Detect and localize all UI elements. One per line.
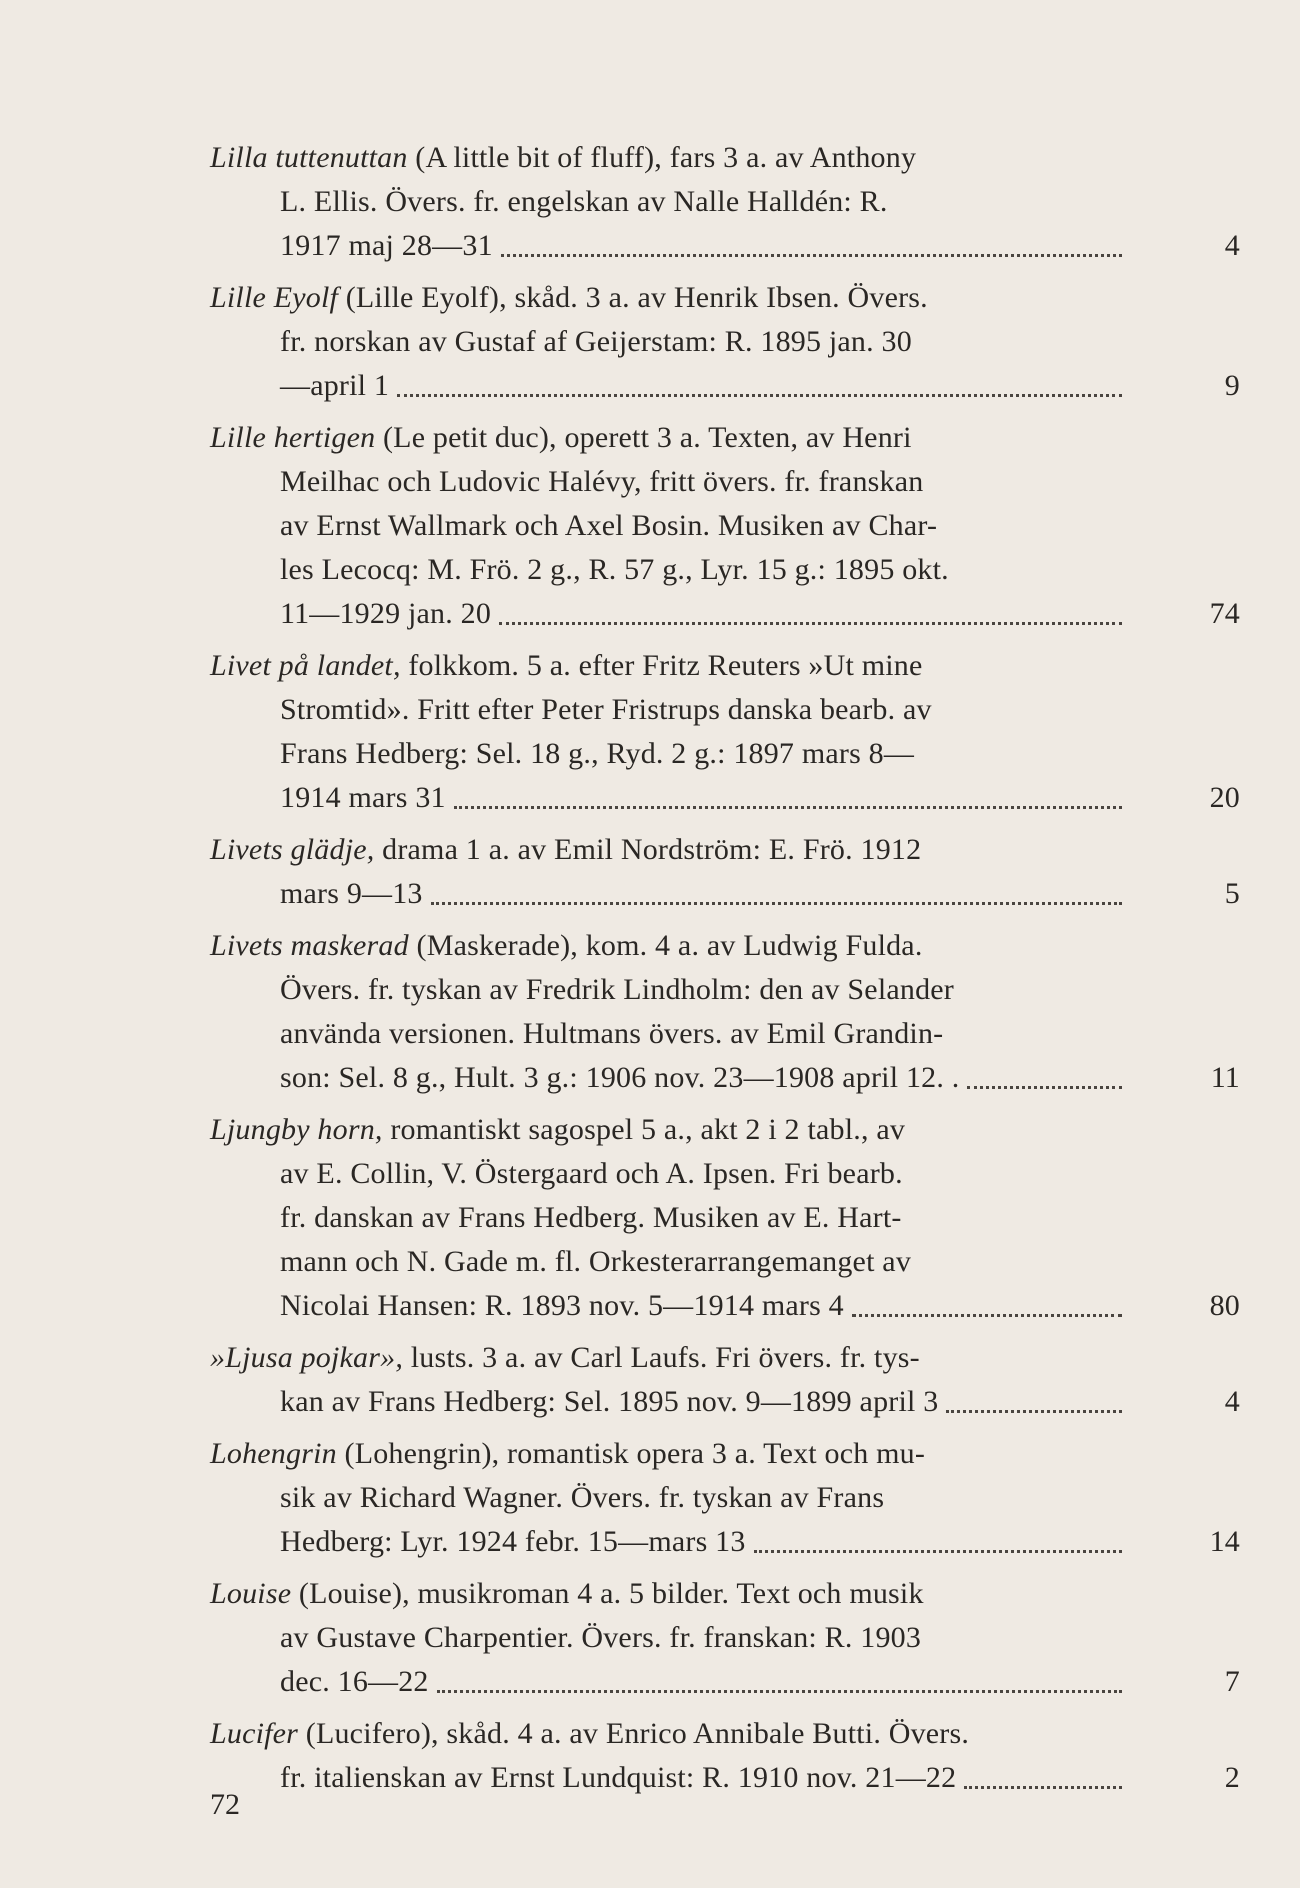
performance-count: 11 (1210, 1061, 1240, 1094)
entry-title: Livets maskerad (210, 929, 409, 962)
entry-last-line (210, 1056, 1240, 1100)
entry-continuation-line: använda versionen. Hultmans övers. av Emil Grandin- (280, 1017, 944, 1050)
entry-dates: Nicolai Hansen: R. 1893 nov. 5—1914 mars 4 (280, 1289, 844, 1322)
entry-continuation-line: fr. norskan av Gustaf af Geijerstam: R. 1895 jan. 30 (280, 325, 912, 358)
entry-description: (Maskerade), kom. 4 a. av Ludwig Fulda. (408, 929, 923, 962)
entry-title: Lilla tuttenuttan (210, 141, 408, 174)
entry-title: Livets glädje, (210, 833, 375, 866)
entry-first-line (210, 644, 1130, 688)
performance-count: 4 (1224, 229, 1240, 262)
entry-first-line (210, 1336, 1130, 1380)
entry-first-line (210, 1712, 1130, 1756)
entry-title: Lille hertigen (210, 421, 376, 454)
leader-dots (454, 805, 1122, 809)
index-entry (210, 1572, 1240, 1704)
entry-last-line (210, 224, 1240, 268)
entry-description: (Lucifero), skåd. 4 a. av Enrico Annibale Butti. Övers. (298, 1717, 970, 1750)
entry-description: (Louise), musikroman 4 a. 5 bilder. Text och musik (291, 1577, 924, 1610)
entry-continuation-line: Övers. fr. tyskan av Fredrik Lindholm: den av Selander (280, 973, 954, 1006)
index-entry (210, 1432, 1240, 1564)
performance-count: 74 (1209, 597, 1240, 630)
entry-continuation-line: av Gustave Charpentier. Övers. fr. franskan: R. 1903 (280, 1621, 922, 1654)
entry-title: Ljungby horn, (210, 1113, 383, 1146)
entry-continuation-line: av Ernst Wallmark och Axel Bosin. Musiken av Char- (280, 509, 938, 542)
leader-dots (499, 621, 1122, 625)
entry-dates: son: Sel. 8 g., Hult. 3 g.: 1906 nov. 23—1908 april 12. . (280, 1061, 960, 1094)
entry-description: (Le petit duc), operett 3 a. Texten, av Henri (375, 421, 912, 454)
performance-count: 4 (1224, 1385, 1240, 1418)
entry-title: Louise (210, 1577, 292, 1610)
entry-last-line (210, 1660, 1240, 1704)
entry-dates: 1914 mars 31 (280, 781, 446, 814)
leader-dots (437, 1689, 1122, 1693)
entry-last-line (210, 1520, 1240, 1564)
entry-description: (A little bit of fluff), fars 3 a. av Anthony (407, 141, 917, 174)
entry-title: »Ljusa pojkar», (210, 1341, 404, 1374)
leader-dots (964, 1785, 1122, 1789)
entry-first-line (210, 1572, 1130, 1616)
entry-last-line (210, 1380, 1240, 1424)
leader-dots (431, 901, 1122, 905)
entry-dates: Hedberg: Lyr. 1924 febr. 15—mars 13 (280, 1525, 746, 1558)
entry-dates: —april 1 (280, 369, 390, 402)
index-entry (210, 276, 1240, 408)
entry-description: romantiskt sagospel 5 a., akt 2 i 2 tabl., av (382, 1113, 906, 1146)
index-entries (210, 136, 1240, 1808)
performance-count: 9 (1224, 369, 1240, 402)
entry-continuation-line: Stromtid». Fritt efter Peter Fristrups danska bearb. av (280, 693, 932, 726)
entry-first-line (210, 924, 1130, 968)
entry-dates: dec. 16—22 (280, 1665, 429, 1698)
index-entry (210, 828, 1240, 916)
entry-first-line (210, 276, 1130, 320)
entry-description: drama 1 a. av Emil Nordström: E. Frö. 1912 (374, 833, 922, 866)
performance-count: 5 (1224, 877, 1240, 910)
index-entry (210, 924, 1240, 1100)
leader-dots (501, 253, 1122, 257)
entry-continuation-line: Frans Hedberg: Sel. 18 g., Ryd. 2 g.: 1897 mars 8— (280, 737, 915, 770)
entry-last-line (210, 1756, 1240, 1800)
entry-continuation-line: fr. danskan av Frans Hedberg. Musiken av E. Hart- (280, 1201, 902, 1234)
entry-first-line (210, 136, 1130, 180)
entry-last-line (210, 776, 1240, 820)
index-entry (210, 644, 1240, 820)
performance-count: 20 (1209, 781, 1240, 814)
entry-continuation-line: les Lecocq: M. Frö. 2 g., R. 57 g., Lyr. 15 g.: 1895 okt. (280, 553, 949, 586)
index-entry (210, 1712, 1240, 1800)
entry-dates: fr. italienskan av Ernst Lundquist: R. 1910 nov. 21—22 (280, 1761, 957, 1794)
entry-description: folkkom. 5 a. efter Fritz Reuters »Ut mine (400, 649, 923, 682)
entry-dates: 1917 maj 28—31 (280, 229, 493, 262)
entry-first-line (210, 416, 1130, 460)
performance-count: 7 (1224, 1665, 1240, 1698)
leader-dots (397, 393, 1122, 397)
index-entry (210, 1108, 1240, 1328)
entry-last-line (210, 1284, 1240, 1328)
performance-count: 2 (1224, 1761, 1240, 1794)
entry-continuation-line: sik av Richard Wagner. Övers. fr. tyskan av Frans (280, 1481, 885, 1514)
leader-dots (967, 1085, 1122, 1089)
entry-last-line (210, 872, 1240, 916)
entry-last-line (210, 592, 1240, 636)
performance-count: 14 (1209, 1525, 1240, 1558)
entry-description: (Lille Eyolf), skåd. 3 a. av Henrik Ibsen. Övers. (338, 281, 928, 314)
entry-dates: mars 9—13 (280, 877, 423, 910)
index-entry (210, 1336, 1240, 1424)
entry-first-line (210, 1432, 1130, 1476)
entry-title: Lohengrin (210, 1437, 337, 1470)
index-entry (210, 416, 1240, 636)
entry-description: lusts. 3 a. av Carl Laufs. Fri övers. fr. tys- (403, 1341, 920, 1374)
leader-dots (852, 1313, 1122, 1317)
entry-first-line (210, 828, 1130, 872)
entry-first-line (210, 1108, 1130, 1152)
entry-dates: kan av Frans Hedberg: Sel. 1895 nov. 9—1899 april 3 (280, 1385, 939, 1418)
index-entry (210, 136, 1240, 268)
entry-description: (Lohengrin), romantisk opera 3 a. Text och mu- (336, 1437, 926, 1470)
leader-dots (946, 1409, 1122, 1413)
entry-continuation-line: mann och N. Gade m. fl. Orkesterarrangemanget av (280, 1245, 912, 1278)
entry-continuation-line: Meilhac och Ludovic Halévy, fritt övers. fr. franskan (280, 465, 924, 498)
entry-title: Lille Eyolf (210, 281, 339, 314)
entry-title: Livet på landet, (210, 649, 401, 682)
entry-last-line (210, 364, 1240, 408)
leader-dots (754, 1549, 1122, 1553)
page-number: 72 (210, 1788, 240, 1821)
entry-dates: 11—1929 jan. 20 (280, 597, 492, 630)
entry-continuation-line: av E. Collin, V. Östergaard och A. Ipsen. Fri bearb. (280, 1157, 903, 1190)
entry-title: Lucifer (210, 1717, 299, 1750)
performance-count: 80 (1209, 1289, 1240, 1322)
entry-continuation-line: L. Ellis. Övers. fr. engelskan av Nalle Halldén: R. (280, 185, 888, 218)
